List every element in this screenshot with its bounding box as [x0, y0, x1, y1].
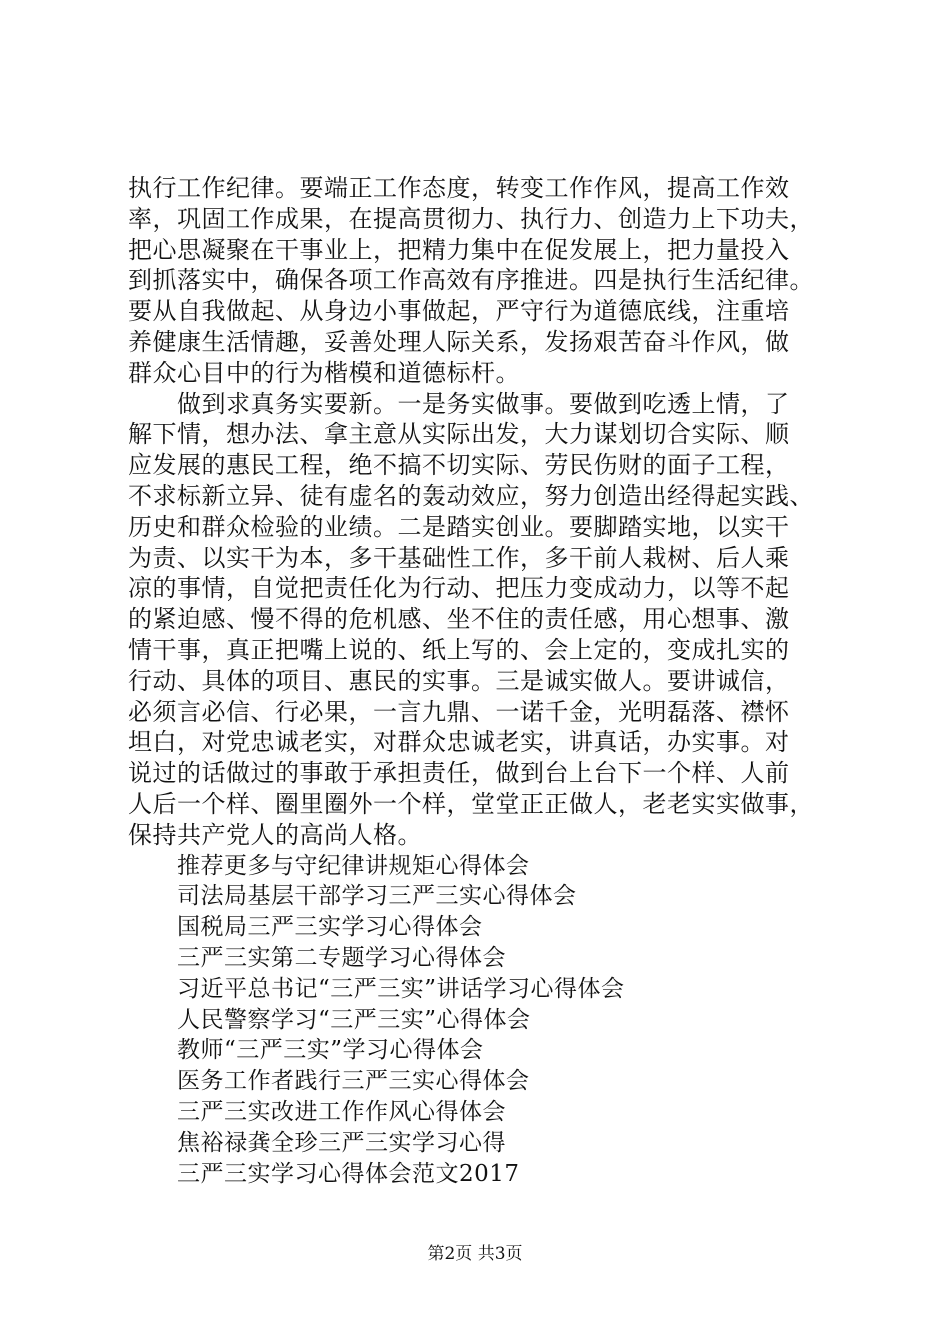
- text-line: 坦白，对党忠诚老实，对群众忠诚老实，讲真话，办实事。对: [128, 728, 790, 757]
- text-line: 凉的事情，自觉把责任化为行动、把压力变成动力，以等不起: [128, 574, 790, 603]
- text-line: 不求标新立异、徒有虚名的轰动效应，努力创造出经得起实践、: [128, 481, 814, 510]
- text-line: 行动、具体的项目、惠民的实事。三是诚实做人。要讲诚信，: [128, 666, 790, 695]
- text-line: 情干事，真正把嘴上说的、纸上写的、会上定的，变成扎实的: [128, 635, 790, 664]
- text-line: 保持共产党人的高尚人格。: [128, 820, 422, 849]
- text-line: 必须言必信、行必果，一言九鼎、一诺千金，光明磊落、襟怀: [128, 697, 790, 726]
- recommend-link[interactable]: 国税局三严三实学习心得体会: [177, 914, 483, 941]
- paragraph-pragmatic: [128, 389, 828, 851]
- page-number: 第2页 共3页: [427, 1244, 523, 1264]
- recommend-link[interactable]: 三严三实改进工作作风心得体会: [177, 1098, 506, 1125]
- text-line: 执行工作纪律。要端正工作态度，转变工作作风，提高工作效: [128, 174, 790, 202]
- text-line: 群众心目中的行为楷模和道德标杆。: [128, 358, 520, 387]
- document-body: [128, 173, 828, 1189]
- text-line: 历史和群众检验的业绩。二是踏实创业。要脚踏实地，以实干: [128, 512, 790, 541]
- text-line: 把心思凝聚在干事业上，把精力集中在促发展上，把力量投入: [128, 235, 790, 264]
- recommend-link[interactable]: 人民警察学习“三严三实”心得体会: [177, 1006, 531, 1033]
- recommend-link[interactable]: 三严三实学习心得体会范文2017: [177, 1160, 520, 1187]
- recommend-link[interactable]: 司法局基层干部学习三严三实心得体会: [177, 883, 577, 910]
- text-line: 到抓落实中，确保各项工作高效有序推进。四是执行生活纪律。: [128, 266, 814, 295]
- text-line: 为责、以实干为本，多干基础性工作，多干前人栽树、后人乘: [128, 543, 790, 572]
- recommend-link[interactable]: 医务工作者践行三严三实心得体会: [177, 1068, 530, 1095]
- recommend-link[interactable]: 习近平总书记“三严三实”讲话学习心得体会: [177, 975, 625, 1002]
- recommend-link[interactable]: 推荐更多与守纪律讲规矩心得体会: [177, 852, 530, 879]
- text-line: 率，巩固工作成果，在提高贯彻力、执行力、创造力上下功夫，: [128, 204, 814, 233]
- recommend-link[interactable]: 教师“三严三实”学习心得体会: [177, 1037, 484, 1064]
- text-line: 人后一个样、圈里圈外一个样，堂堂正正做人，老老实实做事，: [128, 789, 814, 818]
- text-line: 要从自我做起、从身边小事做起，严守行为道德底线，注重培: [128, 297, 790, 326]
- recommend-link[interactable]: 焦裕禄龚全珍三严三实学习心得: [177, 1129, 506, 1156]
- paragraph-discipline: [128, 173, 828, 389]
- text-line: 养健康生活情趣，妥善处理人际关系，发扬艰苦奋斗作风，做: [128, 327, 790, 356]
- text-line: 做到求真务实要新。一是务实做事。要做到吃透上情，了: [177, 389, 790, 418]
- text-line: 解下情，想办法、拿主意从实际出发，大力谋划切合实际、顺: [128, 420, 790, 449]
- text-line: 的紧迫感、慢不得的危机感、坐不住的责任感，用心想事、激: [128, 605, 790, 634]
- text-line: 应发展的惠民工程，绝不搞不切实际、劳民伤财的面子工程，: [128, 451, 790, 480]
- recommend-list: [128, 851, 828, 1190]
- text-line: 说过的话做过的事敢于承担责任，做到台上台下一个样、人前: [128, 759, 790, 788]
- recommend-link[interactable]: 三严三实第二专题学习心得体会: [177, 944, 506, 971]
- page-footer: [0, 1243, 950, 1265]
